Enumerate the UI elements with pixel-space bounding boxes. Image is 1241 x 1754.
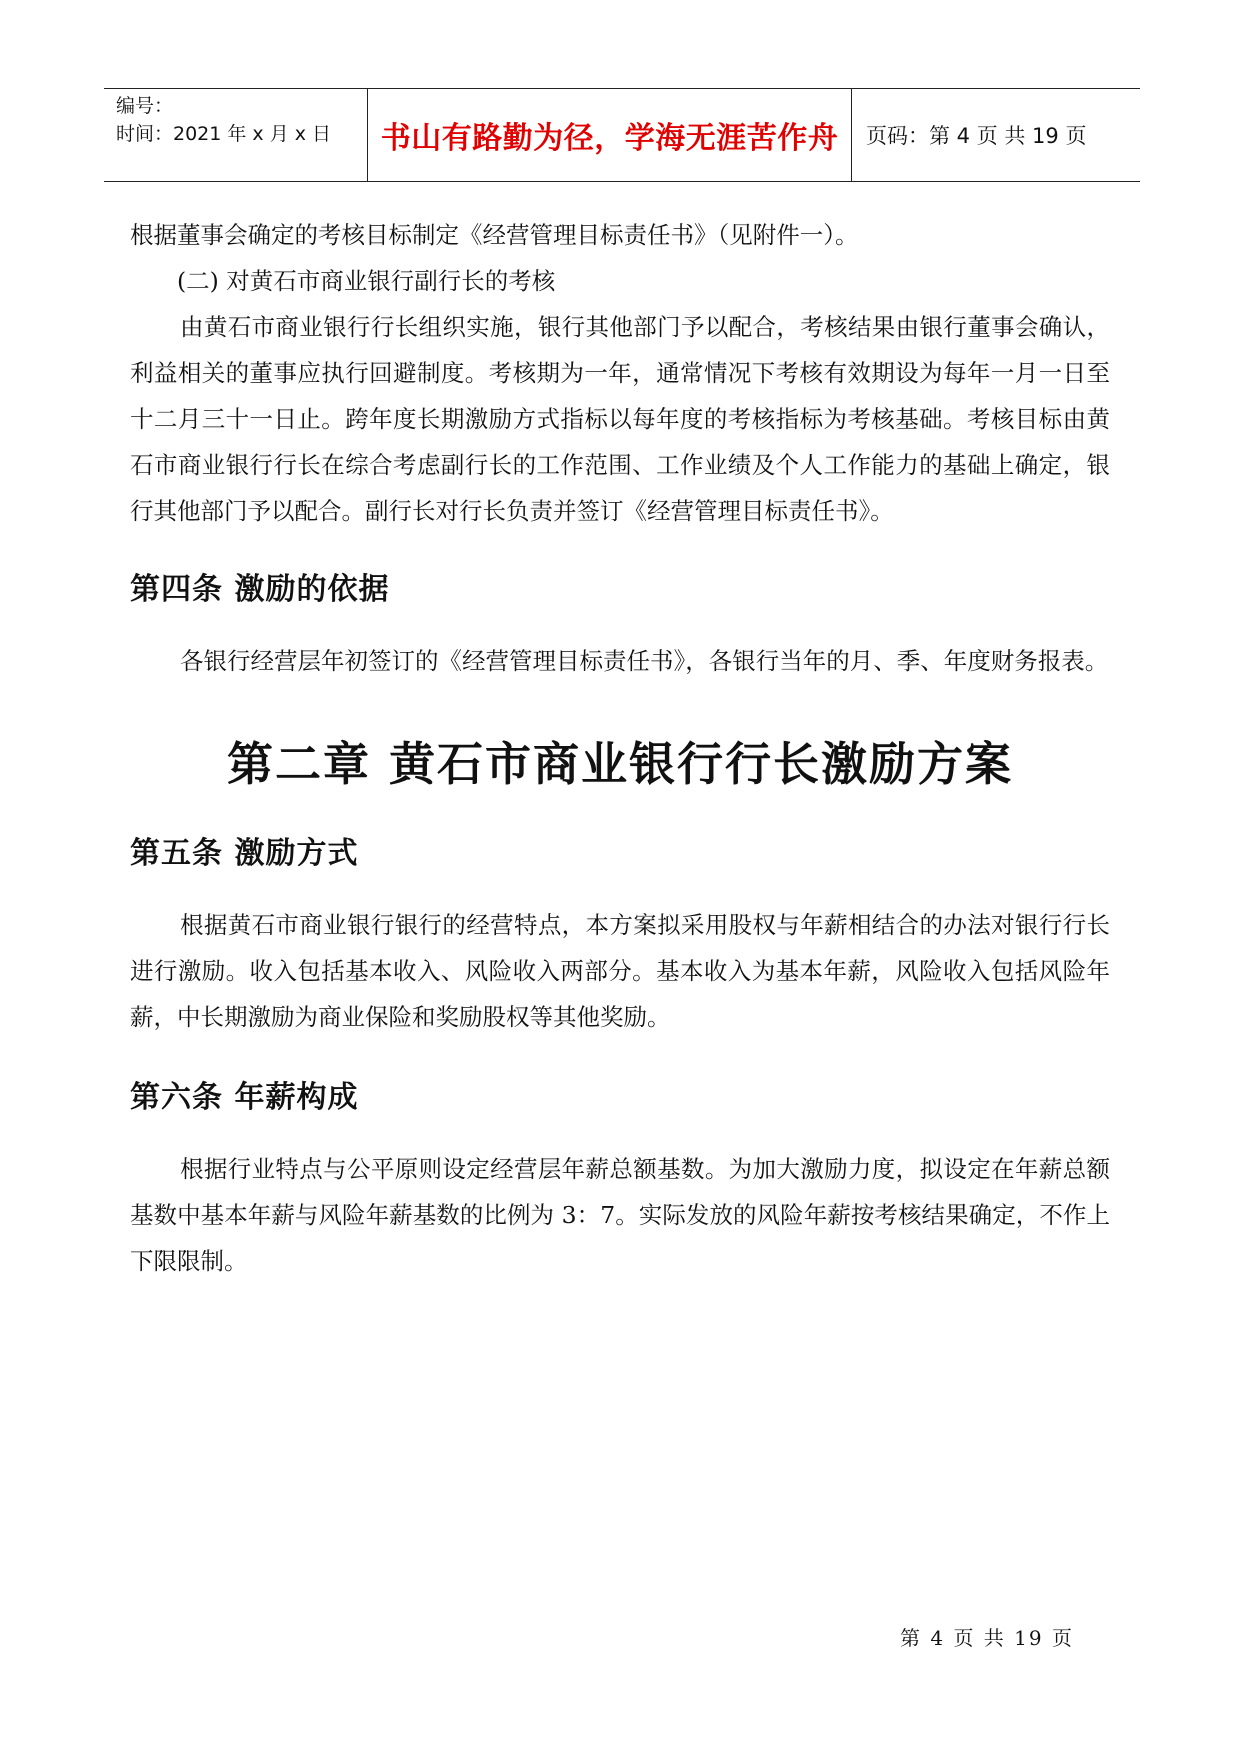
header-page-label: 页码：第 4 页 共 19 页 [866,124,1087,148]
document-body [130,212,1110,1284]
article-heading: 第六条 年薪构成 [130,1080,359,1115]
document-number-label: 编号： [116,95,174,117]
article-heading: 第五条 激励方式 [130,836,359,871]
paragraph: 由黄石市商业银行行长组织实施，银行其他部门予以配合，考核结果由银行董事会确认，利益相关的董事应执行回避制度。考核期为一年，通常情况下考核有效期设为每年一月一日至十二月三十一日止。跨年度长期激励方式指标以每年度的考核指标为考核基础。考核目标由黄石市商业银行行长在综合考虑副行长的工作范围、工作业绩及个人工作能力的基础上确定，银行其他部门予以配合。副行长对行长负责并签订《经营管理目标责任书》。 [130,313,1110,525]
subsection-heading: (二) 对黄石市商业银行副行长的考核 [177,267,556,295]
paragraph: 根据行业特点与公平原则设定经营层年薪总额基数。为加大激励力度，拟设定在年薪总额基数中基本年薪与风险年薪基数的比例为 3：7。实际发放的风险年薪按考核结果确定，不作上下限限制。 [130,1155,1110,1275]
paragraph: 各银行经营层年初签订的《经营管理目标责任书》，各银行当年的月、季、年度财务报表。 [180,647,1109,675]
paragraph: 根据黄石市商业银行银行的经营特点，本方案拟采用股权与年薪相结合的办法对银行行长进行激励。收入包括基本收入、风险收入两部分。基本收入为基本年薪，风险收入包括风险年薪，中长期激励为商业保险和奖励股权等其他奖励。 [130,911,1110,1031]
header-meta [104,89,368,181]
chapter-title: 第二章 黄石市商业银行行长激励方案 [226,737,1013,791]
header-motto: 书山有路勤为径，学海无涯苦作舟 [368,89,852,181]
document-time-label: 时间：2021 年 x 月 x 日 [116,123,332,145]
document-header [104,88,1140,182]
paragraph: 根据董事会确定的考核目标制定《经营管理目标责任书》（见附件一）。 [130,221,859,249]
page-number-footer: 第 4 页 共 19 页 [900,1626,1074,1650]
article-heading: 第四条 激励的依据 [130,572,390,607]
